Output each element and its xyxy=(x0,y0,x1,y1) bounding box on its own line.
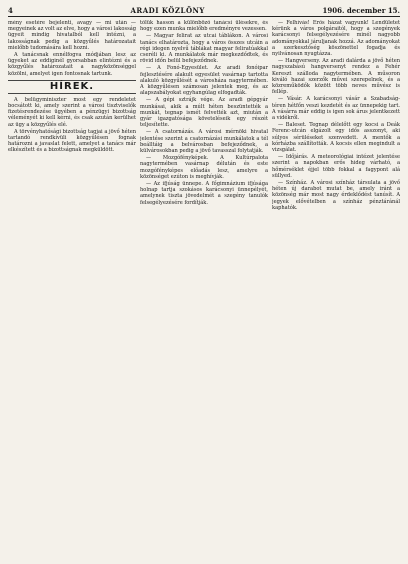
column-1 xyxy=(8,20,136,560)
section-heading: HÍREK. xyxy=(8,80,136,94)
newspaper-title: ARADI KÖZLÖNY xyxy=(130,6,205,15)
paragraph: A belügyminiszter most egy rendeletet bocsátott ki, amely szerint a városi tisztviselők fizetésrendezése ügyében a pénzügyi bizottság véleményét ki kell kérni, és csak azután kerülhet az ügy a közgyűlés elé. xyxy=(8,96,136,128)
paragraph: — Időjárás. A meteorológiai intézet jelentése szerint a napokban erős hideg várható, a hőmérséklet éjjel több fokkal a fagypont alá süllyed. xyxy=(272,154,400,179)
text-columns xyxy=(8,20,400,560)
paragraph: tőlük hasson a különböző tanácsi ülésekre, és hogy ezen munka mielőbb eredményre vezessen. xyxy=(140,20,268,33)
paragraph: — Színház. A városi színház társulata a jövő héten új darabot mutat be, amely iránt a közönség már most nagy érdeklődést tanúsít. A jegyek elővételben a színház pénztáránál kaphatók. xyxy=(272,180,400,211)
paragraph: — Baleset. Tegnap délelőtt egy kocsi a Deák Ferenc-utcán elgázolt egy idős asszonyt, aki súlyos sérüléseket szenvedett. A mentők a kórházba szállították. A kocsis ellen megindult a vizsgálat. xyxy=(272,122,400,154)
paragraph: — A Fonó-Egyesület. Az aradi fonóipar fejlesztésére alakult egyesület vasárnap tartotta alakuló közgyűlését a városháza nagytermében. A közgyűlésen számosan jelentek meg, és az alapszabályokat egyhangúlag elfogadták. xyxy=(140,65,268,97)
page-header xyxy=(8,6,400,17)
paragraph: A törvényhatósági bizottság tagjai a jövő héten tartandó rendkívüli közgyűlésen fognak határozni a javaslat felett, amelyet a tanács már elkészített és a bizottságnak megküldött. xyxy=(8,128,136,154)
issue-date: 1906. december 15. xyxy=(322,6,400,15)
paragraph: — A csatornázás. A városi mérnöki hivatal jelentése szerint a csatornázási munkálatok a tél beálltáig a belvárosban befejeződnek, a külvárosokban pedig a jövő tavasszal folytatják. xyxy=(140,129,268,155)
paragraph: — Magyar felirat az utcai táblákon. A városi tanács elhatározta, hogy a város összes utcáin a régi idegen nyelvű táblákat magyar feliratúakkal cseréli ki. A munkálatok már megkezdődtek, és rövid időn belül befejeződnek. xyxy=(140,33,268,65)
paragraph: mény esetére bejelenti, avagy — mi után — megyeinek az volt az elve, hogy a városi lakosság ügyeit mindig hivatalból kell intézni, a lakosságnak pedig a közgyűlés határozatait mielőbb tudomására kell hozni. xyxy=(8,20,136,51)
paragraph: A tanácsnak ennélfogva módjában lesz az ügyeket az eddiginél gyorsabban elintézni és a közgyűlés határozatait a nagyközönséggel közölni, amelyet igen fontosnak tartunk. xyxy=(8,52,136,77)
paragraph: — Mozgófényképek. A Kultúrpalota nagytermében vasárnap délután és este mozgófényképes előadás lesz, amelyre a közönséget ezúton is meghívják. xyxy=(140,155,268,180)
column-3 xyxy=(272,20,400,560)
page-number: 4 xyxy=(8,6,13,15)
paragraph: — Felhívás! Erős házat vagyunk! Lendületet kérünk a város polgáraitól, hogy a szegények karácsonyi felsegélyezésére minél nagyobb adományokkal járuljanak hozzá. Az adományokat a szerkesztőség köszönettel fogadja és nyilvánosan nyugtázza. xyxy=(272,20,400,58)
paragraph: — Vásár. A karácsonyi vásár a Szabadság-téren hétfőn veszi kezdetét és az ünnepekig tart. A vásárra már eddig is igen sok árus jelentkezett a vidékről. xyxy=(272,96,400,122)
paragraph: — Hangverseny. Az aradi dalárda a jövő héten nagyszabású hangversenyt rendez a Fehér Kereszt szálloda nagytermében. A műsoron kiváló hazai szerzők művei szerepelnek, és a közreműködők között több neves művész is fellép. xyxy=(272,58,400,96)
paragraph: — Az ifjúság ünnepe. A főgimnázium ifjúsága holnap tartja szokásos karácsonyi ünnepélyét, amelynek tiszta jövedelmét a szegény tanulók felsegélyezésére fordítják. xyxy=(140,181,268,206)
column-2 xyxy=(140,20,268,560)
paragraph: — A gépi sztrájk vége. Az aradi gépgyár munkásai, akik a múlt héten beszüntették a munkát, tegnap ismét felvették azt, miután a gyár igazgatósága követeléseik egy részét teljesítette. xyxy=(140,97,268,129)
